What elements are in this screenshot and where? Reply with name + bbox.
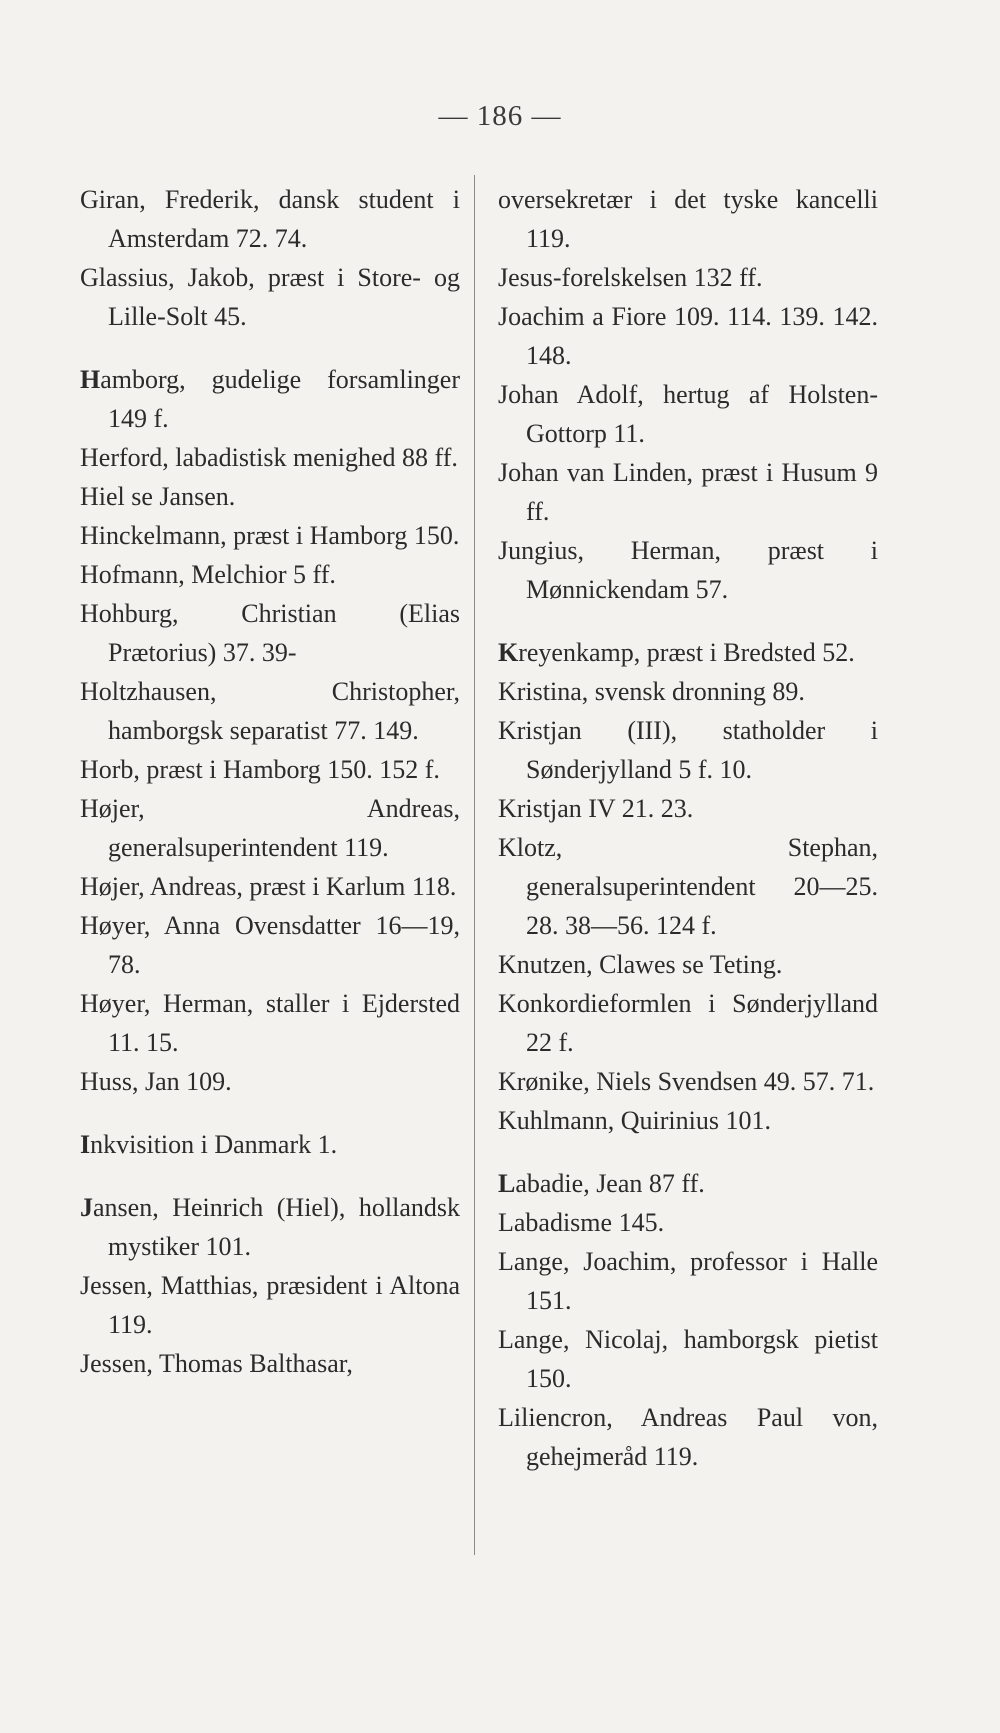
index-entry: Joachim a Fiore 109. 114. 139. 142. 148.	[498, 302, 878, 370]
index-entry: Hinckelmann, præst i Hamborg 150.	[80, 521, 460, 550]
index-entry: Liliencron, Andreas Paul von, gehejmeråd 119.	[498, 1403, 878, 1471]
letter-section-initial: J	[80, 1193, 93, 1222]
letter-section-initial: I	[80, 1130, 91, 1159]
index-entry-text: reyenkamp, præst i Bredsted 52.	[518, 638, 855, 667]
letter-section-initial: K	[498, 638, 519, 667]
index-entry: Hiel se Jansen.	[80, 482, 236, 511]
index-entry: Jessen, Thomas Balthasar,	[80, 1349, 353, 1378]
index-entry: Kuhlmann, Quirinius 101.	[498, 1106, 771, 1135]
right-column	[498, 180, 878, 1476]
index-entry: Labadisme 145.	[498, 1208, 665, 1237]
index-entry: Kristina, svensk dronning 89.	[498, 677, 805, 706]
index-entry: Huss, Jan 109.	[80, 1067, 232, 1096]
index-entry	[498, 1164, 878, 1203]
index-entry: Jessen, Matthias, præsident i Altona 119.	[80, 1271, 460, 1339]
index-entry	[80, 360, 460, 438]
index-entry: Jungius, Herman, præst i Mønnickendam 57.	[498, 536, 878, 604]
left-column	[80, 180, 460, 1383]
index-entry: Krønike, Niels Svendsen 49. 57. 71.	[498, 1067, 875, 1096]
index-entry	[80, 1125, 460, 1164]
index-entry-text: ansen, Heinrich (Hiel), hollandsk mystiker 101.	[93, 1193, 460, 1261]
index-entry: Høyer, Anna Ovensdatter 16—19, 78.	[80, 911, 460, 979]
index-entry-text: abadie, Jean 87 ff.	[515, 1169, 705, 1198]
index-entry	[498, 633, 878, 672]
index-entry: Johan van Linden, præst i Husum 9 ff.	[498, 458, 878, 526]
index-entry: oversekretær i det tyske kancelli 119.	[498, 185, 878, 253]
index-entry: Lange, Nicolaj, hamborgsk pietist 150.	[498, 1325, 878, 1393]
letter-section-initial: L	[498, 1169, 516, 1198]
index-entry: Kristjan (III), statholder i Sønderjylland 5 f. 10.	[498, 716, 878, 784]
index-entry: Johan Adolf, hertug af Holsten-Gottorp 11.	[498, 380, 878, 448]
index-entry: Højer, Andreas, generalsuperintendent 119.	[80, 794, 460, 862]
index-entry: Glassius, Jakob, præst i Store- og Lille-Solt 45.	[80, 263, 460, 331]
index-entry: Hohburg, Christian (Elias Prætorius) 37. 39-	[80, 599, 460, 667]
index-entry: Konkordieformlen i Sønderjylland 22 f.	[498, 989, 878, 1057]
index-entry: Knutzen, Clawes se Teting.	[498, 950, 783, 979]
index-entry-text: amborg, gudelige forsamlinger 149 f.	[100, 365, 460, 433]
letter-section-initial: H	[80, 365, 101, 394]
index-entry: Giran, Frederik, dansk student i Amsterdam 72. 74.	[80, 185, 460, 253]
index-entry: Klotz, Stephan, generalsuperintendent 20—25. 28. 38—56. 124 f.	[498, 833, 878, 940]
index-entry: Herford, labadistisk menighed 88 ff.	[80, 443, 458, 472]
index-entry: Kristjan IV 21. 23.	[498, 794, 694, 823]
index-entry: Hofmann, Melchior 5 ff.	[80, 560, 336, 589]
index-entry: Holtzhausen, Christopher, hamborgsk separatist 77. 149.	[80, 677, 460, 745]
index-entry-text: nkvisition i Danmark 1.	[90, 1130, 338, 1159]
index-entry: Høyer, Herman, staller i Ejdersted 11. 15.	[80, 989, 460, 1057]
index-entry: Horb, præst i Hamborg 150. 152 f.	[80, 755, 440, 784]
index-entry: Jesus-forelskelsen 132 ff.	[498, 263, 763, 292]
index-entry: Lange, Joachim, professor i Halle 151.	[498, 1247, 878, 1315]
column-divider	[474, 175, 475, 1555]
page-number: — 186 —	[438, 100, 562, 132]
index-entry: Højer, Andreas, præst i Karlum 118.	[80, 872, 457, 901]
index-entry	[80, 1188, 460, 1266]
